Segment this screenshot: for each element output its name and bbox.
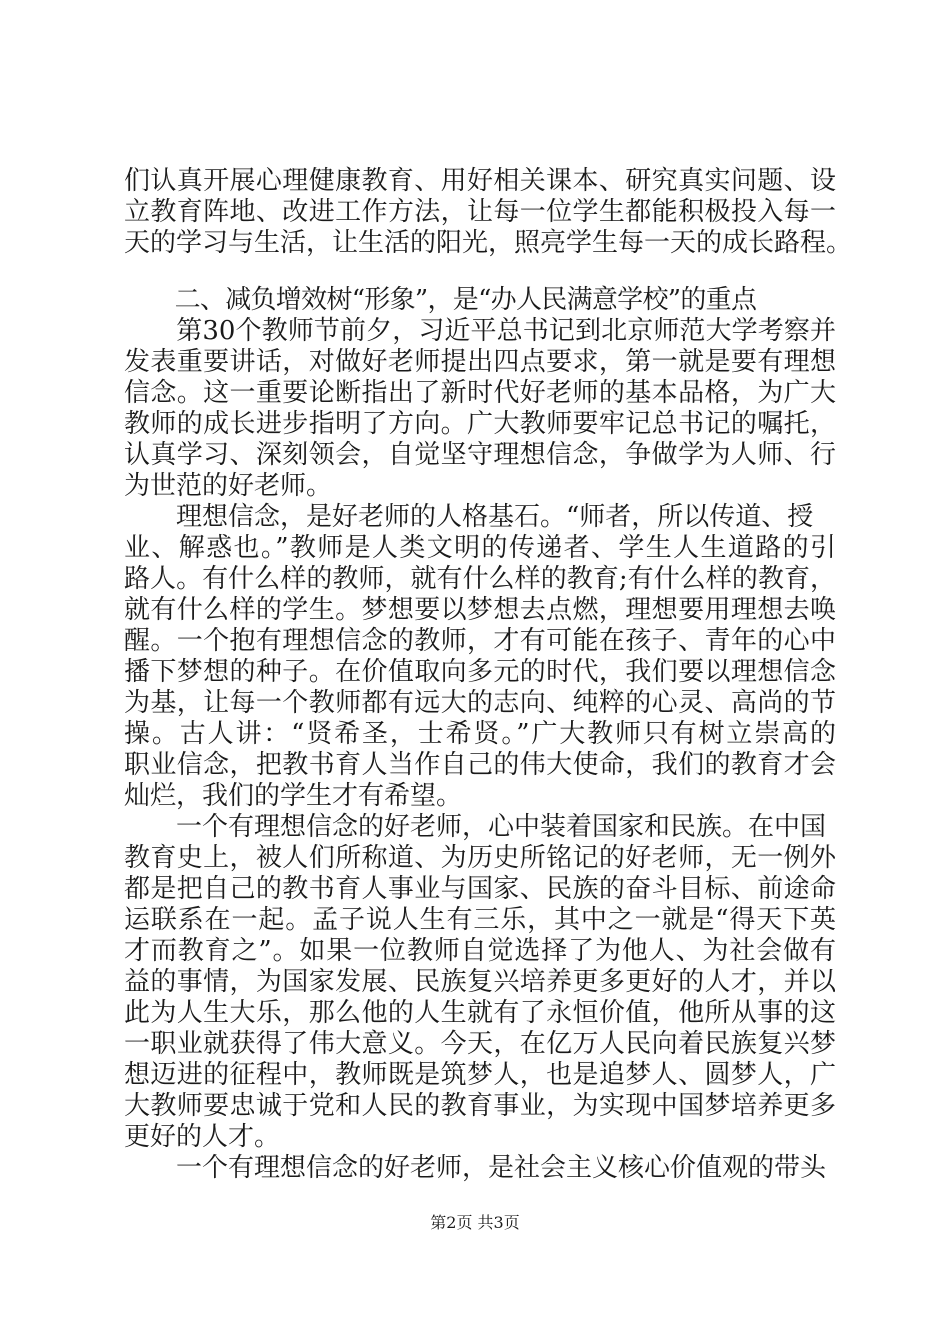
text-line: 大教师要忠诚于党和人民的教育事业，为实现中国梦培养更多: [124, 1091, 836, 1121]
text-line: 想迈进的征程中，教师既是筑梦人，也是追梦人、圆梦人，广: [124, 1060, 836, 1090]
text-line: 播下梦想的种子。在价值取向多元的时代，我们要以理想信念: [124, 657, 836, 687]
text-line: 灿烂，我们的学生才有希望。: [124, 781, 463, 811]
text-line: 教育史上，被人们所称道、为历史所铭记的好老师，无一例外: [124, 843, 836, 873]
text-line: 操。古人讲：“贤希圣，士希贤。”广大教师只有树立崇高的: [124, 719, 836, 749]
text-line: 为基，让每一个教师都有远大的志向、纯粹的心灵、高尚的节: [124, 688, 836, 718]
text-line: 运联系在一起。孟子说人生有三乐，其中之一就是“得天下英: [124, 905, 836, 935]
section-heading: 二、减负增效树“形象”，是“办人民满意学校”的重点: [124, 285, 757, 315]
text-line: 才而教育之”。如果一位教师自觉选择了为他人、为社会做有: [124, 936, 836, 966]
text-line: 都是把自己的教书育人事业与国家、民族的奋斗目标、前途命: [124, 874, 836, 904]
text-line: 益的事情，为国家发展、民族复兴培养更多更好的人才，并以: [124, 967, 836, 997]
text-line: 发表重要讲话，对做好老师提出四点要求，第一就是要有理想: [124, 347, 836, 377]
text-line: 教师的成长进步指明了方向。广大教师要牢记总书记的嘱托，: [124, 409, 836, 439]
text-line: 立教育阵地、改进工作方法，让每一位学生都能积极投入每一: [124, 197, 836, 227]
text-line: 更好的人才。: [124, 1122, 281, 1152]
text-line: 职业信念，把教书育人当作自己的伟大使命，我们的教育才会: [124, 750, 836, 780]
text-line: 认真学习、深刻领会，自觉坚守理想信念，争做学为人师、行: [124, 440, 836, 470]
text-line: 一个有理想信念的好老师，是社会主义核心价值观的带头: [124, 1153, 827, 1183]
text-line: 路人。有什么样的教师，就有什么样的教育;有什么样的教育，: [124, 564, 836, 594]
text-line: 就有什么样的学生。梦想要以梦想去点燃，理想要用理想去唤: [124, 595, 836, 625]
page-footer: 第2页 共3页: [430, 1213, 520, 1232]
paragraph-gap: [124, 259, 836, 285]
text-line: 此为人生大乐，那么他的人生就有了永恒价值，他所从事的这: [124, 998, 836, 1028]
text-line: 业、解惑也。”教师是人类文明的传递者、学生人生道路的引: [124, 533, 836, 563]
text-line: 理想信念，是好老师的人格基石。“师者，所以传道、授: [124, 502, 814, 532]
text-line: 一个有理想信念的好老师，心中装着国家和民族。在中国: [124, 812, 827, 842]
text-line: 第30个教师节前夕，习近平总书记到北京师范大学考察并: [124, 316, 836, 346]
text-line: 为世范的好老师。: [124, 471, 333, 501]
paragraph-continued: [124, 166, 853, 259]
text-line: 醒。一个抱有理想信念的教师，才有可能在孩子、青年的心中: [124, 626, 836, 656]
document-body: [124, 166, 853, 1184]
text-line: 天的学习与生活，让生活的阳光，照亮学生每一天的成长路程。: [124, 228, 853, 258]
text-line: 信念。这一重要论断指出了新时代好老师的基本品格，为广大: [124, 378, 836, 408]
main-paragraphs: [124, 316, 836, 1184]
text-line: 们认真开展心理健康教育、用好相关课本、研究真实问题、设: [124, 166, 836, 196]
text-line: 一职业就获得了伟大意义。今天，在亿万人民向着民族复兴梦: [124, 1029, 836, 1059]
